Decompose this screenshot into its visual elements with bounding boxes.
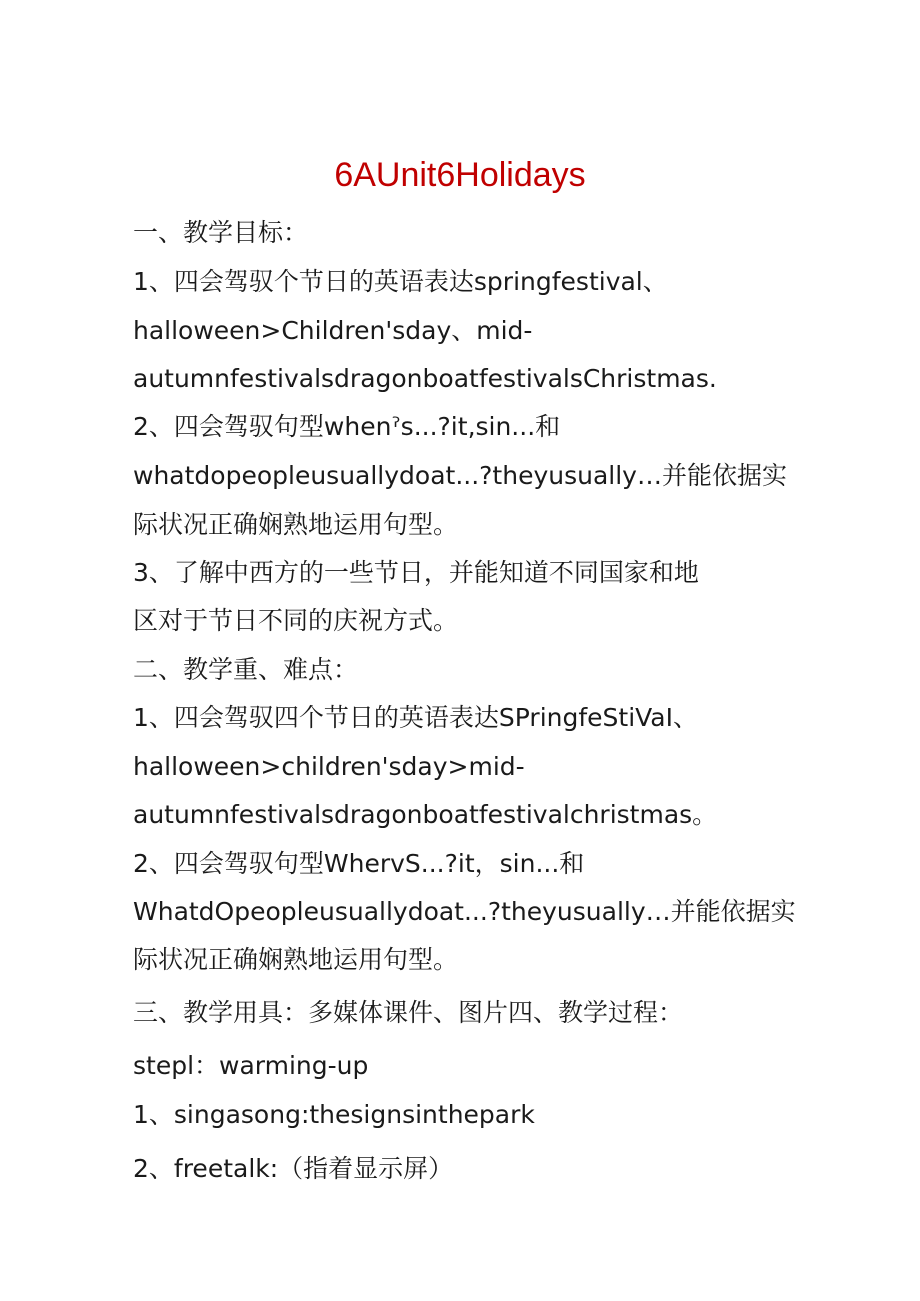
objective-2-line-3: 际状况正确娴熟地运用句型。 [133,510,459,539]
key-point-1-line-1: 1、四会驾驭四个节日的英语表达SPringfeStiVaI、 [133,703,699,732]
key-point-2-line-2: WhatdOpeopleusuallydoat...?theyusually…并能依据实 [133,897,796,926]
key-point-1-line-3: autumnfestivalsdragonboatfestivalchristmas。 [133,800,718,829]
key-point-2-line-3: 际状况正确娴熟地运用句型。 [133,945,459,974]
objective-3-line-1: 3、了解中西方的一些节日，并能知道不同国家和地 [133,558,699,587]
objective-2-line-2: whatdopeopleusuallydoat...?theyusually…并能依据实 [133,461,787,490]
step-1-heading: stepl：warming-up [133,1051,369,1080]
objective-2-line-1: 2、四会驾驭句型whenˀs...?it‚sin...和 [133,412,561,441]
objective-3-line-2: 区对于节日不同的庆祝方式。 [133,606,459,635]
objective-1-line-2: halloween>Children'sday、mid- [133,316,533,345]
section-heading-objectives: 一、教学目标： [133,218,309,247]
step-1-item-1: 1、singasong:thesignsinthepark [133,1100,535,1129]
section-heading-tools-process: 三、教学用具：多媒体课件、图片四、教学过程： [133,998,684,1027]
key-point-1-line-2: halloween>children'sday>mid- [133,752,525,781]
objective-1-line-1: 1、四会驾驭个节日的英语表达springfestival、 [133,267,668,296]
document-title: 6AUnit6Holidays [334,156,586,194]
objective-1-line-3: autumnfestivalsdragonboatfestivalsChristmas. [133,364,717,393]
section-heading-key-points: 二、教学重、难点： [133,655,359,684]
key-point-2-line-1: 2、四会驾驭句型WhervS...?it，sin...和 [133,849,585,878]
step-1-item-2: 2、freetalk:（指着显示屏） [133,1154,454,1183]
